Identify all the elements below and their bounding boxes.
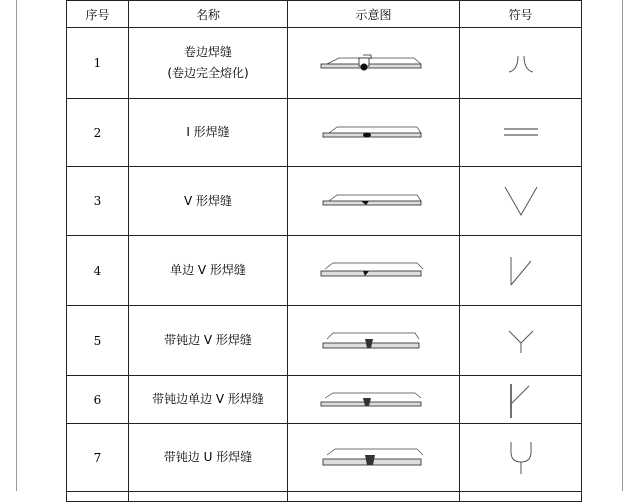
- bevel-root-face-diagram-icon: [319, 388, 429, 412]
- bevel-weld-symbol-icon: [499, 251, 543, 291]
- flange-weld-diagram-icon: [319, 48, 429, 78]
- row-diagram: [288, 99, 460, 167]
- row-diagram: [288, 28, 460, 99]
- row-index: 7: [67, 424, 129, 492]
- row-index: 5: [67, 306, 129, 376]
- header-diagram: 示意图: [288, 1, 460, 28]
- v-weld-diagram-icon: [319, 189, 429, 213]
- row-name: I 形焊缝: [129, 99, 288, 167]
- page-right-edge: [622, 0, 623, 491]
- table-row-partial: [67, 492, 582, 502]
- header-symbol: 符号: [460, 1, 582, 28]
- row-symbol: [460, 306, 582, 376]
- row-name: V 形焊缝: [129, 167, 288, 236]
- row-name: 带钝边单边 V 形焊缝: [129, 376, 288, 424]
- row-name-label: 卷边焊缝: [183, 45, 232, 59]
- row-symbol: [460, 424, 582, 492]
- table-row: [67, 424, 582, 492]
- bevel-root-face-symbol-icon: [499, 380, 543, 420]
- bevel-weld-diagram-icon: [319, 257, 429, 285]
- square-weld-diagram-icon: [319, 121, 429, 145]
- y-weld-diagram-icon: [319, 327, 429, 355]
- row-index: 2: [67, 99, 129, 167]
- y-weld-symbol-icon: [499, 323, 543, 359]
- weld-types-table: [66, 0, 582, 502]
- square-weld-symbol-icon: [496, 121, 546, 145]
- u-weld-symbol-icon: [499, 438, 543, 478]
- page-left-edge: [16, 0, 17, 491]
- row-diagram: [288, 167, 460, 236]
- row-index: 4: [67, 236, 129, 306]
- row-name: 单边 V 形焊缝: [129, 236, 288, 306]
- table-row: [67, 99, 582, 167]
- row-diagram: [288, 424, 460, 492]
- table-row: [67, 236, 582, 306]
- row-name: [129, 28, 288, 99]
- v-weld-symbol-icon: [499, 181, 543, 221]
- row-name: 带钝边 V 形焊缝: [129, 306, 288, 376]
- row-index: 6: [67, 376, 129, 424]
- u-weld-diagram-icon: [319, 443, 429, 473]
- table-row: [67, 167, 582, 236]
- table-header-row: [67, 1, 582, 28]
- row-diagram: [288, 306, 460, 376]
- row-index: 3: [67, 167, 129, 236]
- row-symbol: [460, 28, 582, 99]
- row-symbol: [460, 236, 582, 306]
- row-name: 带钝边 U 形焊缝: [129, 424, 288, 492]
- row-diagram: [288, 376, 460, 424]
- row-index: 1: [67, 28, 129, 99]
- flange-weld-symbol-icon: [501, 48, 541, 78]
- header-index: 序号: [67, 1, 129, 28]
- row-diagram: [288, 236, 460, 306]
- row-symbol: [460, 376, 582, 424]
- row-symbol: [460, 99, 582, 167]
- table-row: [67, 28, 582, 99]
- row-symbol: [460, 167, 582, 236]
- table-row: [67, 376, 582, 424]
- row-name-note: (卷边完全熔化): [167, 66, 249, 80]
- header-name: 名称: [129, 1, 288, 28]
- table-row: [67, 306, 582, 376]
